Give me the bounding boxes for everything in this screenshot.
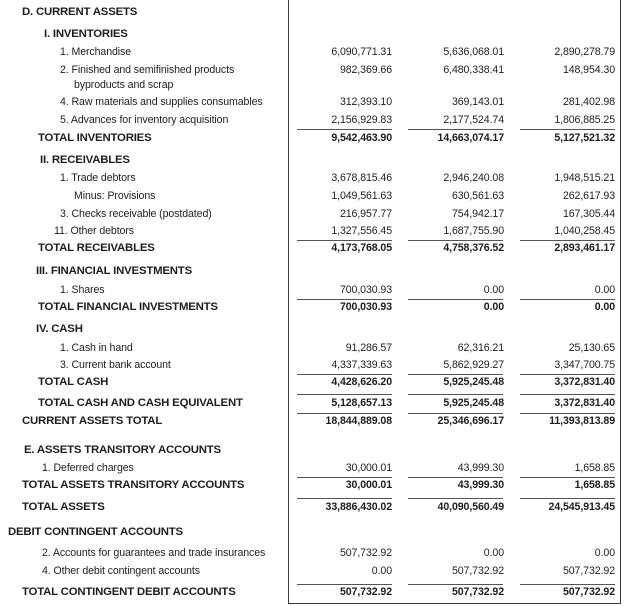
value-col-3: 2,893,461.17 — [554, 242, 615, 254]
total-row — [0, 299, 624, 315]
value-col-2: 0.00 — [483, 284, 504, 296]
value-col-3: 1,658.85 — [574, 479, 615, 491]
value-col-3: 1,806,885.25 — [554, 114, 615, 126]
row-label: 4. Other debit contingent accounts — [42, 565, 200, 577]
value-col-3: 25,130.65 — [568, 342, 615, 354]
section-heading-receivables: II. RECEIVABLES — [40, 154, 130, 166]
row-label: TOTAL CASH — [38, 376, 109, 388]
table-row — [0, 357, 624, 373]
value-col-2: 4,758,376.52 — [443, 242, 504, 254]
table-row — [0, 223, 624, 239]
section-heading-cash: IV. CASH — [36, 323, 83, 335]
table-row — [0, 545, 624, 561]
value-col-3: 281,402.98 — [562, 96, 615, 108]
value-col-1: 507,732.92 — [339, 586, 392, 598]
value-col-1: 1,049,561.63 — [331, 190, 392, 202]
value-col-2: 0.00 — [483, 547, 504, 559]
table-row — [0, 206, 624, 222]
section-heading-financial-investments: III. FINANCIAL INVESTMENTS — [36, 265, 192, 277]
total-row — [0, 499, 624, 515]
row-label: 1. Shares — [60, 284, 105, 296]
row-label: 4. Raw materials and supplies consumables — [60, 96, 263, 108]
value-col-1: 5,128,657.13 — [331, 397, 392, 409]
value-col-3: 507,732.92 — [562, 586, 615, 598]
value-col-3: 24,545,913.45 — [548, 501, 615, 513]
value-col-3: 3,372,831.40 — [554, 397, 615, 409]
row-label: 1. Merchandise — [60, 46, 132, 58]
value-col-3: 5,127,521.32 — [554, 132, 615, 144]
value-col-2: 5,636,068.01 — [443, 46, 504, 58]
total-row — [0, 584, 624, 600]
value-col-2: 6,480,338.41 — [443, 64, 504, 76]
value-col-1: 30,000.01 — [345, 462, 392, 474]
total-row — [0, 413, 624, 429]
row-label: TOTAL ASSETS — [22, 501, 105, 513]
value-col-1: 216,957.77 — [339, 208, 392, 220]
row-label: 2. Accounts for guarantees and trade insurances — [42, 547, 266, 559]
value-col-1: 507,732.92 — [339, 547, 392, 559]
value-col-2: 507,732.92 — [451, 565, 504, 577]
value-col-1: 3,678,815.46 — [331, 172, 392, 184]
row-label: TOTAL ASSETS TRANSITORY ACCOUNTS — [22, 479, 245, 491]
value-col-2: 1,687,755.90 — [443, 225, 504, 237]
value-col-1: 33,886,430.02 — [325, 501, 392, 513]
value-col-1: 30,000.01 — [345, 479, 392, 491]
row-label: 3. Current bank account — [60, 359, 171, 371]
value-col-2: 754,942.17 — [451, 208, 504, 220]
table-row — [0, 112, 624, 128]
value-col-1: 4,173,768.05 — [331, 242, 392, 254]
table-row — [0, 460, 624, 476]
value-col-3: 2,890,278.79 — [554, 46, 615, 58]
section-heading-transitory-accounts: E. ASSETS TRANSITORY ACCOUNTS — [24, 444, 221, 456]
row-label: 1. Trade debtors — [60, 172, 136, 184]
row-label: CURRENT ASSETS TOTAL — [22, 415, 163, 427]
value-col-3: 507,732.92 — [562, 565, 615, 577]
value-col-3: 0.00 — [594, 284, 615, 296]
value-col-3: 167,305.44 — [562, 208, 615, 220]
row-label: 1. Deferred charges — [42, 462, 134, 474]
value-col-1: 18,844,889.08 — [325, 415, 392, 427]
value-col-1: 4,428,626.20 — [331, 376, 392, 388]
value-col-1: 1,327,556.45 — [331, 225, 392, 237]
table-row — [0, 340, 624, 356]
table-row — [0, 188, 624, 204]
value-col-2: 43,999.30 — [457, 462, 504, 474]
value-col-3: 0.00 — [594, 301, 615, 313]
value-col-2: 62,316.21 — [457, 342, 504, 354]
row-label: TOTAL RECEIVABLES — [38, 242, 155, 254]
value-col-2: 2,177,524.74 — [443, 114, 504, 126]
value-col-3: 262,617.93 — [562, 190, 615, 202]
value-col-1: 9,542,463.90 — [331, 132, 392, 144]
row-label: 3. Checks receivable (postdated) — [60, 208, 212, 220]
value-col-2: 40,090,560.49 — [437, 501, 504, 513]
table-row — [0, 563, 624, 579]
row-label: TOTAL CONTINGENT DEBIT ACCOUNTS — [22, 586, 236, 598]
table-row — [0, 62, 624, 78]
row-label-continuation: byproducts and scrap — [74, 79, 174, 91]
value-col-1: 91,286.57 — [345, 342, 392, 354]
value-col-2: 5,925,245.48 — [443, 376, 504, 388]
row-label: TOTAL CASH AND CASH EQUIVALENT — [38, 397, 243, 409]
value-col-1: 700,030.93 — [339, 301, 392, 313]
value-col-3: 1,948,515.21 — [554, 172, 615, 184]
value-col-2: 0.00 — [483, 301, 504, 313]
section-heading-debit-contingent: DEBIT CONTINGENT ACCOUNTS — [8, 526, 183, 538]
value-col-2: 507,732.92 — [451, 586, 504, 598]
value-col-2: 5,862,929.27 — [443, 359, 504, 371]
value-col-2: 43,999.30 — [457, 479, 504, 491]
total-row — [0, 130, 624, 146]
value-col-3: 3,372,831.40 — [554, 376, 615, 388]
value-col-3: 3,347,700.75 — [554, 359, 615, 371]
value-col-3: 1,658.85 — [574, 462, 615, 474]
row-label: 5. Advances for inventory acquisition — [60, 114, 229, 126]
table-row — [0, 170, 624, 186]
value-col-3: 148,954.30 — [562, 64, 615, 76]
value-col-1: 312,393.10 — [339, 96, 392, 108]
value-col-3: 0.00 — [594, 547, 615, 559]
total-row — [0, 477, 624, 493]
row-label: TOTAL FINANCIAL INVESTMENTS — [38, 301, 218, 313]
row-label: 1. Cash in hand — [60, 342, 133, 354]
total-row — [0, 395, 624, 411]
value-col-1: 4,337,339.63 — [331, 359, 392, 371]
value-col-3: 11,393,813.89 — [549, 415, 615, 427]
value-col-2: 2,946,240.08 — [443, 172, 504, 184]
value-col-1: 700,030.93 — [339, 284, 392, 296]
row-label: Minus: Provisions — [74, 190, 156, 202]
total-row — [0, 240, 624, 256]
value-col-2: 25,346,696.17 — [437, 415, 504, 427]
value-col-1: 982,369.66 — [339, 64, 392, 76]
total-row — [0, 374, 624, 390]
table-row — [0, 44, 624, 60]
row-label: 11. Other debtors — [54, 225, 134, 237]
value-col-1: 0.00 — [371, 565, 392, 577]
value-col-2: 14,663,074.17 — [437, 132, 504, 144]
section-heading-current-assets: D. CURRENT ASSETS — [22, 6, 138, 18]
section-heading-inventories: I. INVENTORIES — [44, 28, 128, 40]
table-row — [0, 94, 624, 110]
value-col-2: 369,143.01 — [451, 96, 504, 108]
value-col-1: 2,156,929.83 — [331, 114, 392, 126]
value-col-3: 1,040,258.45 — [554, 225, 615, 237]
row-label: 2. Finished and semifinished products — [60, 64, 235, 76]
row-label: TOTAL INVENTORIES — [38, 132, 152, 144]
table-row — [0, 282, 624, 298]
value-col-1: 6,090,771.31 — [331, 46, 392, 58]
value-col-2: 5,925,245.48 — [443, 397, 504, 409]
value-col-2: 630,561.63 — [451, 190, 504, 202]
